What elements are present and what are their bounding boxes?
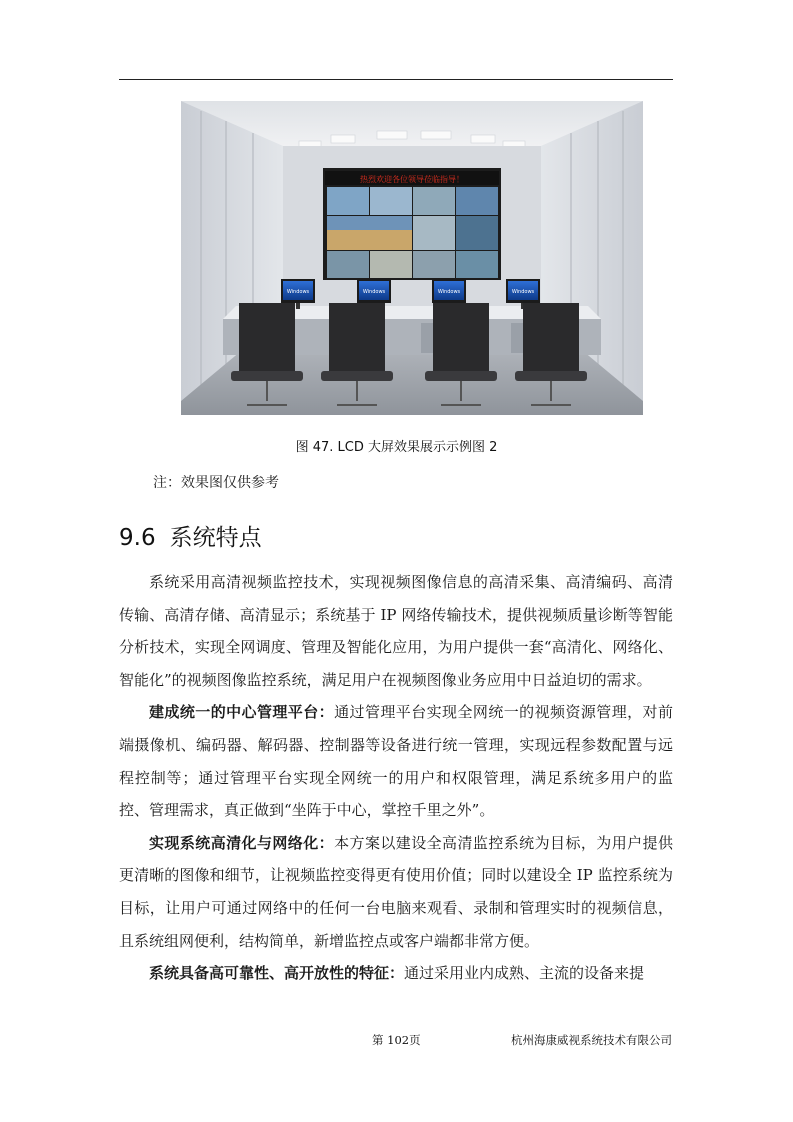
company-name: 杭州海康威视系统技术有限公司 [511,1033,672,1047]
control-room-image [181,101,643,415]
paragraph [119,566,673,696]
paragraph-lead: 系统具备高可靠性、高开放性的特征： [149,964,405,983]
welcome-banner-text: 热烈欢迎各位领导莅临指导！ [360,175,464,184]
paragraph-text: 系统采用高清视频监控技术，实现视频图像信息的高清采集、高清编码、高清传输、高清存储、高清显示；系统基于 IP 网络传输技术，提供视频质量诊断等智能分析技术，实现全网调度、管理及智能化应用，为用户提供一套“高清化、网络化、智能化”的视频图像监控系统，满足用户在视频图像业务应用中日益迫切的需求。 [119,573,673,689]
page-number: 第 102页 [372,1033,421,1047]
monitor-logo-3: Windows [437,289,461,295]
header-rule [119,79,673,80]
paragraph [119,957,673,990]
section-title: 系统特点 [169,525,262,551]
section-heading [119,519,262,552]
paragraph-text: 本方案以建设全高清监控系统为目标，为用户提供更清晰的图像和细节，让视频监控变得更有使用价值；同时以建设全 IP 监控系统为目标，让用户可通过网络中的任何一台电脑来观看、录制和管理实时的视频信息，且系统组网便利，结构简单，新增监控点或客户端都非常方便。 [119,833,673,950]
paragraph-lead: 实现系统高清化与网络化： [149,833,335,852]
monitor-logo-2: Windows [362,289,386,295]
figure-caption: 图 47. LCD 大屏效果展示示例图 2 [295,440,498,455]
monitor-logo-4: Windows [511,289,535,295]
figure-note: 注：效果图仅供参考 [153,475,279,491]
section-body [119,566,673,990]
section-number: 9.6 [119,525,156,551]
paragraph-text: 通过管理平台实现全网统一的视频资源管理，对前端摄像机、编码器、解码器、控制器等设备进行统一管理，实现远程参数配置与远程控制等；通过管理平台实现全网统一的用户和权限管理，满足系统多用户的监控、管理需求，真正做到“坐阵于中心，掌控千里之外”。 [119,703,673,820]
paragraph-lead: 建成统一的中心管理平台： [149,703,335,722]
monitor-logo-1: Windows [286,289,310,295]
paragraph [119,696,673,826]
paragraph [119,827,673,957]
paragraph-text: 通过采用业内成熟、主流的设备来提 [404,964,645,983]
